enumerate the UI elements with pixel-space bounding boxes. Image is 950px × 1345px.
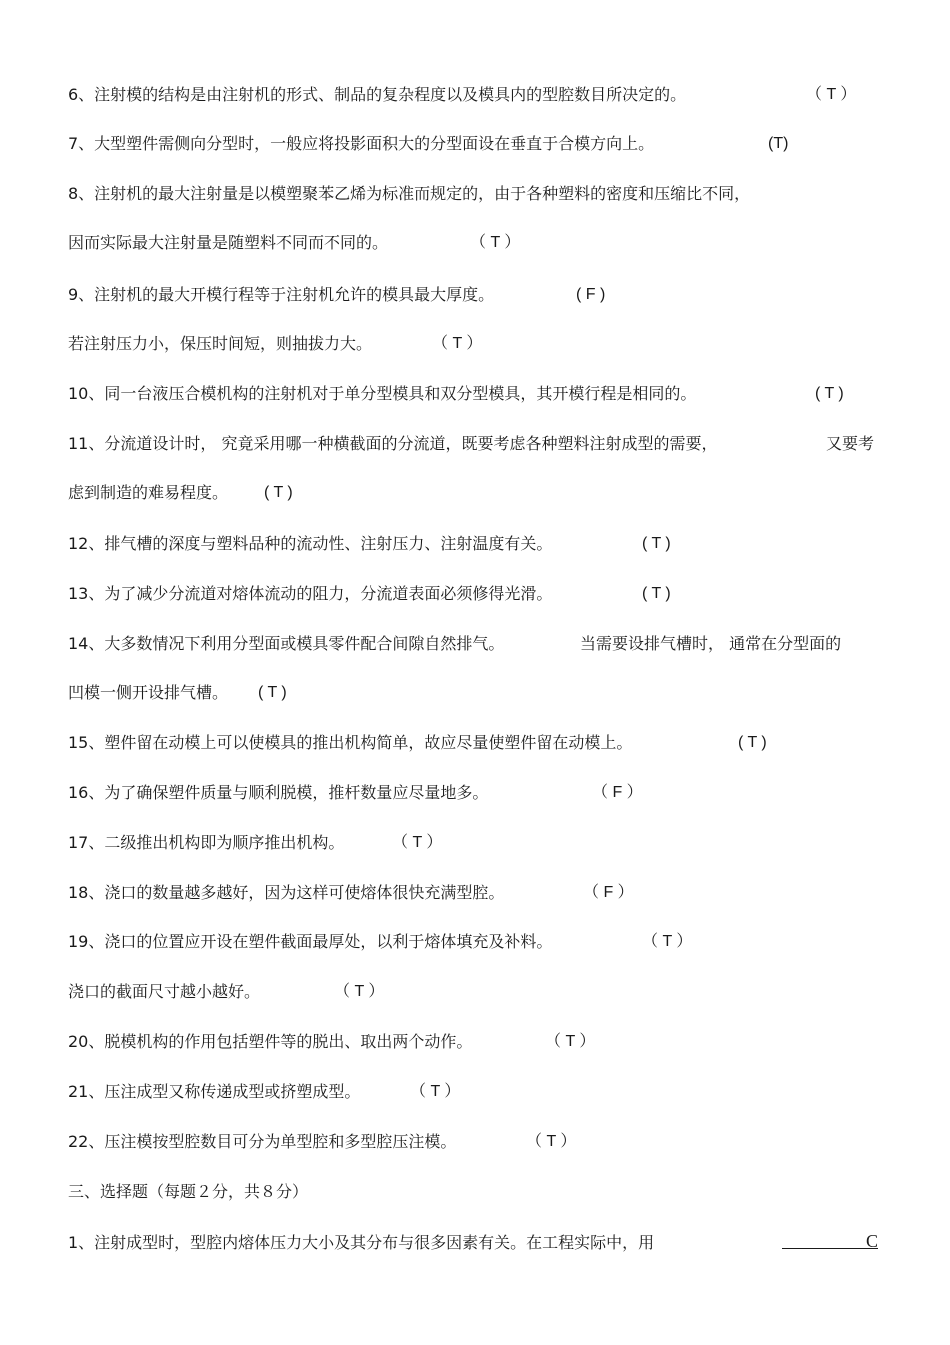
section-heading: 三、选择题（每题２分，共８分） — [68, 1182, 309, 1201]
question-15-answer: ( T ) — [738, 734, 767, 751]
question-14-answer: ( T ) — [258, 684, 287, 701]
question-17-answer: （ T ） — [392, 834, 443, 851]
question-15-text: 15、塑件留在动模上可以使模具的推出机构简单，故应尽量使塑件留在动模上。 — [68, 733, 633, 752]
question-10-text: 10、同一台液压合模机构的注射机对于单分型模具和双分型模具，其开模行程是相同的。 — [68, 384, 697, 403]
question-14-text: 14、大多数情况下利用分型面或模具零件配合间隙自然排气。 — [68, 634, 505, 653]
question-21-answer: （ T ） — [410, 1083, 461, 1100]
blank-underline — [782, 1230, 866, 1249]
question-22-text: 22、压注模按型腔数目可分为单型腔和多型腔压注模。 — [68, 1132, 457, 1151]
question-13-text: 13、为了减少分流道对熔体流动的阻力，分流道表面必须修得光滑。 — [68, 584, 553, 603]
question-19b-text: 浇口的截面尺寸越小越好。 — [68, 982, 261, 1001]
question-20-text: 20、脱模机构的作用包括塑件等的脱出、取出两个动作。 — [68, 1032, 473, 1051]
question-9-answer: ( F ) — [576, 286, 606, 303]
question-22-answer: （ T ） — [526, 1133, 577, 1150]
question-16-answer: （ F ） — [592, 784, 643, 801]
question-20-answer: （ T ） — [545, 1033, 596, 1050]
choice-question-1-blank — [782, 1230, 878, 1256]
question-14-text-cont: 凹模一侧开设排气槽。 — [68, 683, 229, 702]
question-8-text: 8、注射机的最大注射量是以模塑聚苯乙烯为标准而规定的，由于各种塑料的密度和压缩比不同， — [68, 184, 751, 203]
question-16-text: 16、为了确保塑件质量与顺利脱模，推杆数量应尽量地多。 — [68, 783, 489, 802]
question-21-text: 21、压注成型又称传递成型或挤塑成型。 — [68, 1082, 361, 1101]
question-19-text: 19、浇口的位置应开设在塑件截面最厚处，以利于熔体填充及补料。 — [68, 932, 553, 951]
question-7-text: 7、大型塑件需侧向分型时，一般应将投影面积大的分型面设在垂直于合模方向上。 — [68, 134, 655, 153]
question-10-answer: ( T ) — [815, 385, 844, 402]
question-6-answer: （ T ） — [806, 86, 857, 103]
question-7-answer: (T) — [768, 135, 789, 152]
question-14-text-tail: 当需要设排气槽时， 通常在分型面的 — [580, 634, 842, 653]
question-13-answer: ( T ) — [642, 585, 671, 602]
question-9-text: 9、注射机的最大开模行程等于注射机允许的模具最大厚度。 — [68, 285, 495, 304]
question-18-text: 18、浇口的数量越多越好，因为这样可使熔体很快充满型腔。 — [68, 883, 505, 902]
question-11-text-cont: 虑到制造的难易程度。 — [68, 483, 229, 502]
question-6-text: 6、注射模的结构是由注射机的形式、制品的复杂程度以及模具内的型腔数目所决定的。 — [68, 85, 687, 104]
question-8-text-cont: 因而实际最大注射量是随塑料不同而不同的。 — [68, 233, 389, 252]
question-8-answer: （ T ） — [470, 234, 521, 251]
question-11-text: 11、分流道设计时， 究竟采用哪一种横截面的分流道，既要考虑各种塑料注射成型的需要， — [68, 434, 718, 453]
question-11-text-tail: 又要考 — [826, 434, 875, 453]
question-17-text: 17、二级推出机构即为顺序推出机构。 — [68, 833, 345, 852]
choice-question-1-answer: C — [866, 1231, 879, 1251]
question-19b-answer: （ T ） — [334, 983, 385, 1000]
question-12-text: 12、排气槽的深度与塑料品种的流动性、注射压力、注射温度有关。 — [68, 534, 553, 553]
question-18-answer: （ F ） — [583, 884, 634, 901]
question-11-answer: ( T ) — [264, 484, 293, 501]
question-12-answer: ( T ) — [642, 535, 671, 552]
choice-question-1-text: 1、注射成型时，型腔内熔体压力大小及其分布与很多因素有关。在工程实际中，用 — [68, 1233, 655, 1252]
question-extra-answer: （ T ） — [432, 335, 483, 352]
question-19-answer: （ T ） — [642, 933, 693, 950]
question-extra-text: 若注射压力小，保压时间短，则抽拔力大。 — [68, 334, 373, 353]
